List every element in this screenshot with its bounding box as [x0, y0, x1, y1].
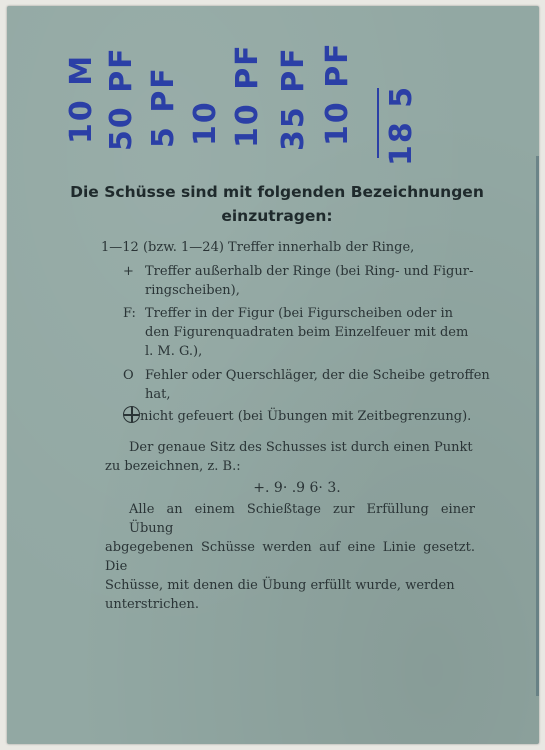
- plus-mark: +: [123, 264, 134, 279]
- handwritten-note-50pf: 50 PF: [104, 46, 139, 151]
- title-line-1: Die Schüsse sind mit folgenden Bezeichnungen: [70, 183, 484, 201]
- list-item-text: l. M. G.),: [145, 344, 203, 359]
- paragraph-line: Schüsse, mit denen die Übung erfüllt wurde, werden: [105, 578, 455, 593]
- list-item-text: Treffer in der Figur (bei Figurscheiben oder in: [145, 306, 453, 321]
- list-item-text: den Figurenquadraten beim Einzelfeuer mit dem: [145, 325, 469, 340]
- list-item-figure-hits: [123, 304, 468, 361]
- paragraph-line: abgegebenen Schüsse werden auf eine Linie gesetzt. Die: [105, 540, 475, 574]
- handwritten-total-18-5: 18 5: [384, 84, 419, 166]
- list-item-text: Treffer außerhalb der Ringe (bei Ring- und Figur-: [145, 264, 474, 279]
- list-item-text: hat,: [145, 387, 171, 402]
- booklet-page: [7, 6, 539, 744]
- sum-line: [377, 88, 379, 158]
- handwritten-note-10m: 10 M: [64, 53, 99, 144]
- o-mark: O: [123, 368, 134, 383]
- paragraph-recording: [105, 500, 475, 614]
- shot-example: +. 9· .9 6· 3.: [253, 480, 341, 496]
- handwritten-note-10pf-2: 10 PF: [320, 41, 355, 146]
- page-edge: [536, 156, 539, 696]
- handwritten-note-5pf: 5 PF: [146, 66, 181, 148]
- title-line-2: einzutragen:: [221, 207, 333, 225]
- list-item-misses: [123, 366, 490, 404]
- paragraph-line: Der genaue Sitz des Schusses ist durch einen Punkt: [129, 440, 473, 455]
- handwritten-note-35pf: 35 PF: [276, 46, 311, 151]
- list-item-outside-rings: [123, 262, 473, 300]
- list-item-text: nicht gefeuert (bei Übungen mit Zeitbegrenzung).: [140, 409, 472, 424]
- handwritten-note-10pf: 10 PF: [230, 43, 265, 148]
- handwritten-note-10: 10: [188, 100, 223, 146]
- list-item-text: Fehler oder Querschläger, der die Scheibe getroffen: [145, 368, 490, 383]
- list-item-text: ringscheiben),: [145, 283, 240, 298]
- list-item-ring-hits: 1—12 (bzw. 1—24) Treffer innerhalb der Ringe,: [101, 240, 415, 255]
- paragraph-position: [105, 438, 475, 476]
- f-mark: F:: [123, 306, 136, 321]
- crossed-circle-icon: [123, 406, 140, 423]
- paragraph-line: Alle an einem Schießtage zur Erfüllung einer Übung: [129, 502, 475, 536]
- list-item-not-fired: [123, 406, 471, 426]
- instructions-title: [67, 180, 487, 228]
- paragraph-line: zu bezeichnen, z. B.:: [105, 459, 241, 474]
- paragraph-line: unterstrichen.: [105, 597, 199, 612]
